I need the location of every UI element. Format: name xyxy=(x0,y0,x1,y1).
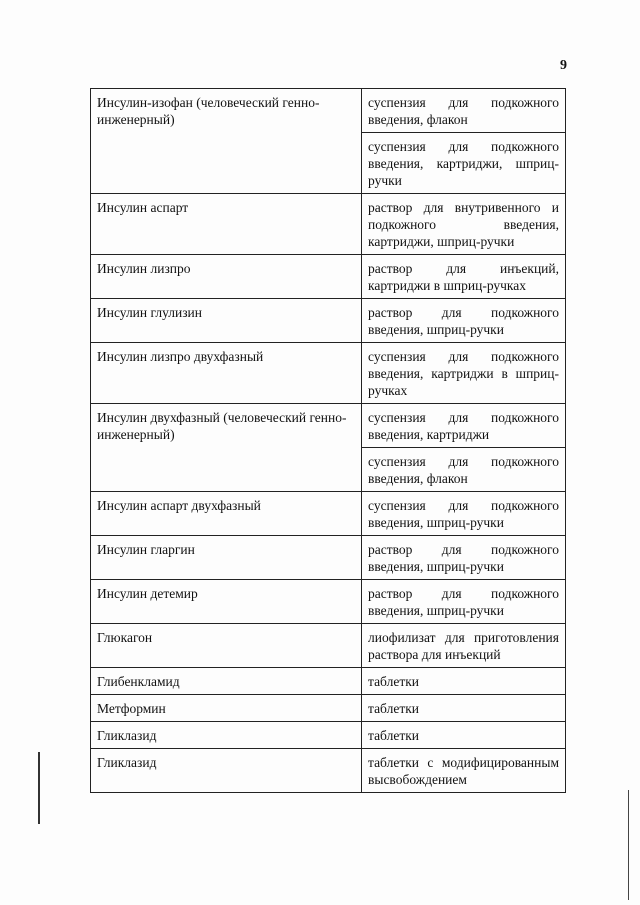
table-row xyxy=(91,536,566,580)
drug-name-cell: Инсулин двухфазный (человеческий генно-инженерный) xyxy=(91,404,362,492)
page-number: 9 xyxy=(560,58,567,73)
drug-name-cell: Инсулин лизпро xyxy=(91,255,362,299)
drug-name-cell: Гликлазид xyxy=(91,722,362,749)
dosage-form-cell: раствор для инъекций, картриджи в шприц-ручках xyxy=(362,255,566,299)
dosage-form-cell: суспензия для подкожного введения, картриджи, шприц-ручки xyxy=(362,133,566,194)
drug-name-cell: Глюкагон xyxy=(91,624,362,668)
dosage-form-cell: лиофилизат для приготовления раствора для инъекций xyxy=(362,624,566,668)
dosage-form-cell: раствор для подкожного введения, шприц-ручки xyxy=(362,299,566,343)
table-row xyxy=(91,404,566,448)
drug-name-cell: Инсулин глулизин xyxy=(91,299,362,343)
drug-name-cell: Инсулин лизпро двухфазный xyxy=(91,343,362,404)
dosage-form-cell: суспензия для подкожного введения, флакон xyxy=(362,448,566,492)
table-row xyxy=(91,695,566,722)
drug-name-cell: Глибенкламид xyxy=(91,668,362,695)
table-row xyxy=(91,668,566,695)
table-row xyxy=(91,89,566,133)
table-row xyxy=(91,624,566,668)
table-row xyxy=(91,749,566,793)
drug-name-cell: Инсулин аспарт двухфазный xyxy=(91,492,362,536)
dosage-form-cell: суспензия для подкожного введения, шприц-ручки xyxy=(362,492,566,536)
dosage-form-cell: раствор для подкожного введения, шприц-ручки xyxy=(362,580,566,624)
dosage-form-cell: таблетки xyxy=(362,722,566,749)
drug-name-cell: Инсулин гларгин xyxy=(91,536,362,580)
drug-table-body xyxy=(91,89,566,793)
dosage-form-cell: суспензия для подкожного введения, картриджи xyxy=(362,404,566,448)
table-row xyxy=(91,722,566,749)
dosage-form-cell: таблетки xyxy=(362,668,566,695)
drug-name-cell: Инсулин-изофан (человеческий генно-инженерный) xyxy=(91,89,362,194)
table-row xyxy=(91,492,566,536)
table-row xyxy=(91,194,566,255)
dosage-form-cell: таблетки xyxy=(362,695,566,722)
dosage-form-cell: суспензия для подкожного введения, флакон xyxy=(362,89,566,133)
dosage-form-cell: таблетки с модифицированным высвобождением xyxy=(362,749,566,793)
table-row xyxy=(91,299,566,343)
drug-name-cell: Инсулин детемир xyxy=(91,580,362,624)
table-row xyxy=(91,255,566,299)
table-row xyxy=(91,343,566,404)
scan-margin-mark xyxy=(628,790,629,900)
drug-name-cell: Инсулин аспарт xyxy=(91,194,362,255)
scan-margin-mark xyxy=(38,752,40,824)
dosage-form-cell: раствор для подкожного введения, шприц-ручки xyxy=(362,536,566,580)
table-row xyxy=(91,580,566,624)
drug-table xyxy=(90,88,566,793)
dosage-form-cell: суспензия для подкожного введения, картриджи в шприц-ручках xyxy=(362,343,566,404)
drug-name-cell: Метформин xyxy=(91,695,362,722)
drug-name-cell: Гликлазид xyxy=(91,749,362,793)
dosage-form-cell: раствор для внутривенного и подкожного введения, картриджи, шприц-ручки xyxy=(362,194,566,255)
